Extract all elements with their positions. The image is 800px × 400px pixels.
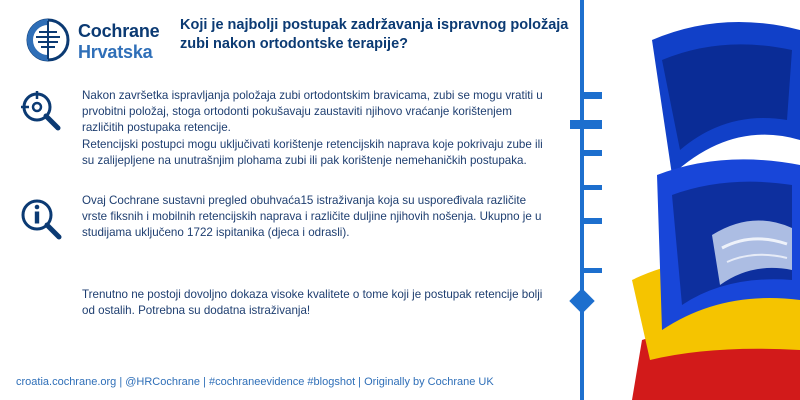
cochrane-logo	[26, 18, 166, 68]
accent-bar-5	[584, 218, 602, 224]
accent-diamond	[569, 288, 594, 313]
section-background-paragraph-1: Nakon završetka ispravljanja položaja zubi ortodontskim bravicama, zubi se mogu vratiti u prvobitni položaj, stoga ortodonti pokušavaju zaustaviti njihovo vraćanje korištenjem različitih postupaka retencije.	[82, 89, 543, 135]
accent-bar-3	[584, 150, 602, 156]
accent-bar-6	[584, 268, 602, 273]
accent-bar-2	[570, 120, 602, 129]
accent-bar-4	[584, 185, 602, 190]
section-conclusion	[82, 287, 552, 319]
section-background-paragraph-2: Retencijski postupci mogu uključivati korištenje retencijskih naprava koje pokrivaju zube ili su zalijepljene na unutrašnjim plohama zubi ili pak korištenje nemehaničkih postupaka.	[82, 137, 543, 167]
footer-links: croatia.cochrane.org | @HRCochrane | #cochraneevidence #blogshot | Originally by Cochrane UK	[16, 376, 494, 388]
accent-bar-1	[584, 92, 602, 99]
cochrane-logo-icon	[26, 18, 70, 62]
info-magnifier-icon	[18, 196, 64, 242]
section-review-paragraph: Ovaj Cochrane sustavni pregled obuhvaća15 istraživanja koja su uspoređivala različite vrste fiksnih i mobilnih retencijskih naprava i različite duljine njihovih nošenja. Ukupno je u studijama uključeno 1722 ispitanika (djeca i odrasli).	[82, 194, 542, 240]
section-review-summary	[82, 193, 552, 242]
section-conclusion-paragraph: Trenutno ne postoji dovoljno dokaza visoke kvalitete o tome koji je postupak retencije bolji od ostalih. Potrebna su dodatna istraživanja!	[82, 288, 543, 318]
logo-text-cochrane: Cochrane	[78, 21, 160, 41]
magnifier-target-icon	[18, 88, 64, 134]
page-title: Koji je najbolji postupak zadržavanja ispravnog položaja zubi nakon ortodontske terapije?	[180, 17, 569, 52]
accent-vertical-line	[580, 0, 584, 400]
logo-text-hrvatska: Hrvatska	[78, 42, 153, 62]
section-background	[82, 88, 552, 169]
retainer-case-photo	[602, 0, 800, 400]
